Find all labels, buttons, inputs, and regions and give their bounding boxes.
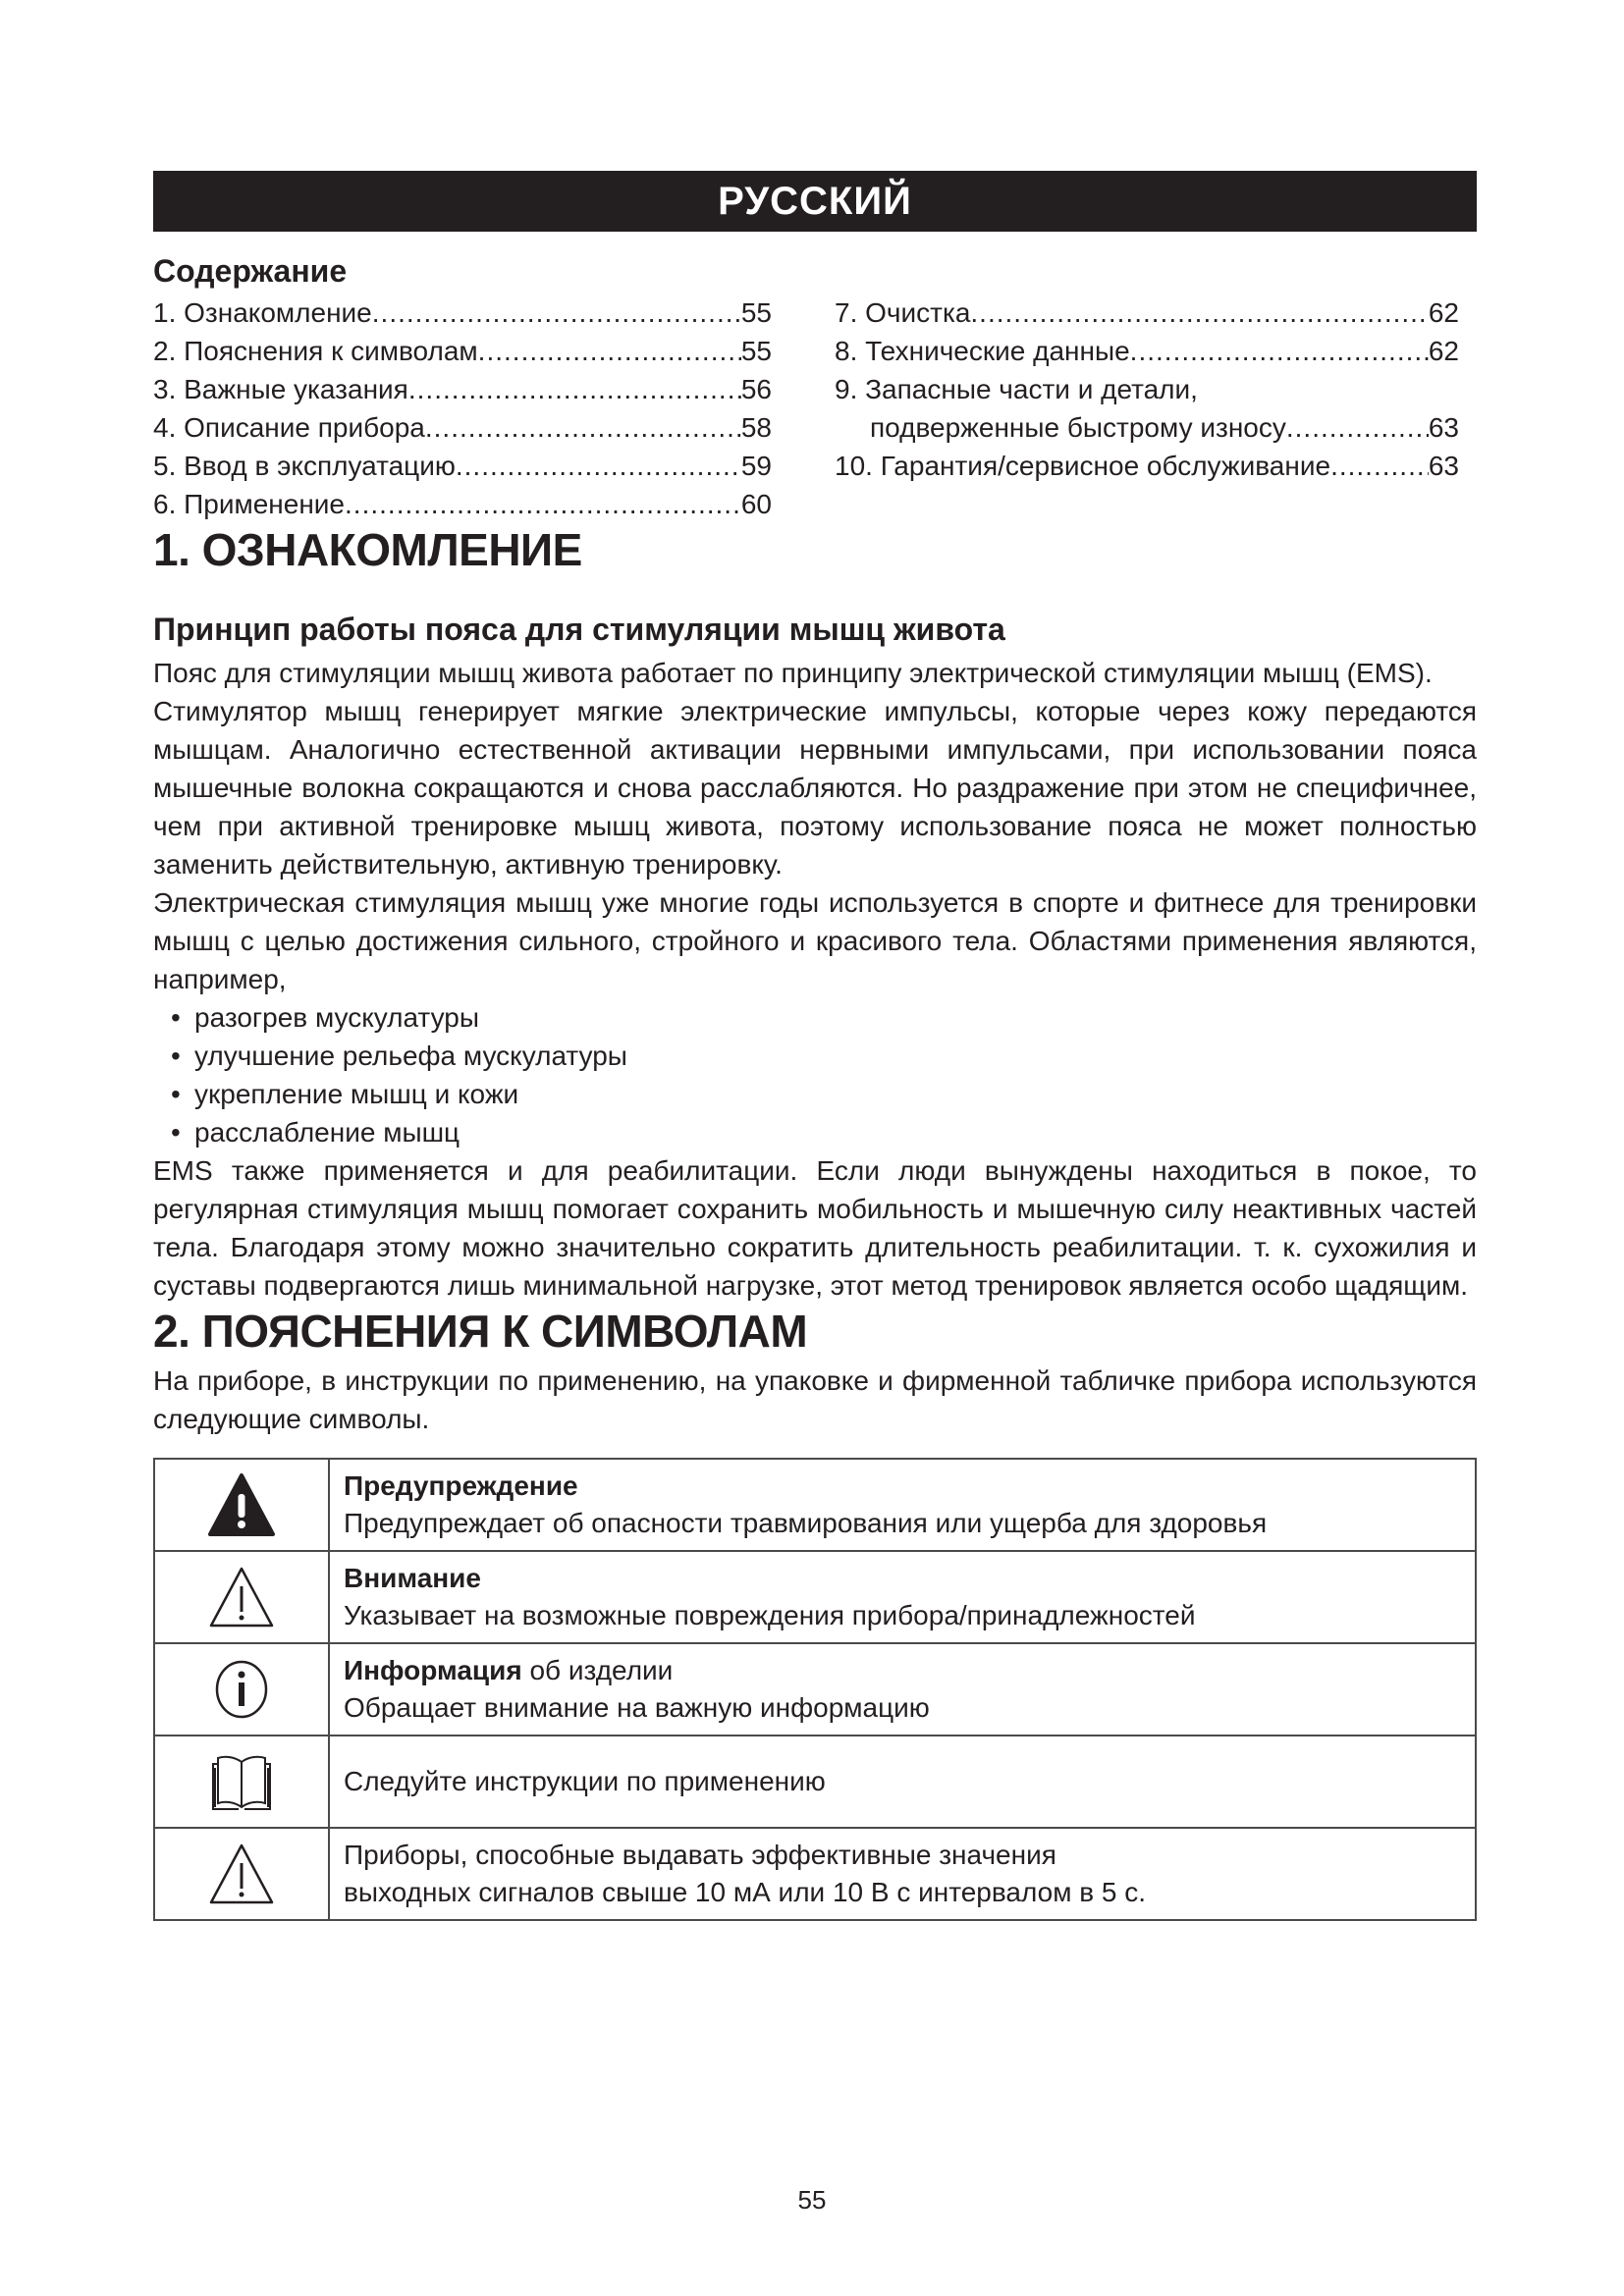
page-number: 55 — [797, 2185, 827, 2215]
application-list — [153, 998, 1477, 1151]
table-row — [154, 1735, 1476, 1828]
toc-item: 5. Ввод в эксплуатацию ..... 59 — [153, 447, 772, 485]
toc-item: 3. Важные указания ..... 56 — [153, 370, 772, 408]
symbol-description: Предупреждает об опасности травмирования или ущерба для здоровья — [344, 1508, 1268, 1538]
toc-item: 2. Пояснения к символам ..... 55 — [153, 332, 772, 370]
symbol-title-suffix: об изделии — [521, 1655, 674, 1685]
toc-item: 10. Гарантия/сервисное обслуживание ..... 63 — [835, 447, 1459, 485]
symbol-description: Следуйте инструкции по применению — [344, 1766, 826, 1796]
symbol-title: Внимание — [344, 1563, 481, 1593]
toc-item: 8. Технические данные ..... 62 — [835, 332, 1459, 370]
symbol-description: Приборы, способные выдавать эффективные значения — [344, 1840, 1056, 1870]
symbols-table — [153, 1458, 1477, 1921]
section-2-heading: 2. ПОЯСНЕНИЯ К СИМВОЛАМ — [153, 1306, 808, 1357]
list-item: • укрепление мышц и кожи — [171, 1075, 1477, 1113]
paragraph: EMS также применяется и для реабилитации. Если люди вынуждены находиться в покое, то регулярная стимуляция мышц помогает сохранить мобильность и мышечную силу неактивных частей тела. Благодаря этому можно значительно сократить длительность реабилитации. т. к. сухожилия и суставы подвергаются лишь минимальной нагрузке, этот метод тренировок является особо щадящим. — [153, 1155, 1477, 1301]
book-instructions-icon — [155, 1750, 328, 1813]
table-of-contents — [153, 294, 1477, 523]
section-2-intro: На приборе, в инструкции по применению, на упаковке и фирменной табличке прибора используются следующие символы. — [153, 1365, 1477, 1434]
section-1-subheading: Принцип работы пояса для стимуляции мышц живота — [153, 612, 1005, 647]
list-item: • улучшение рельефа мускулатуры — [171, 1037, 1477, 1075]
table-row — [154, 1459, 1476, 1551]
info-circle-icon — [155, 1660, 328, 1719]
list-item: • разогрев мускулатуры — [171, 998, 1477, 1037]
paragraph: Стимулятор мышц генерирует мягкие электрические импульсы, которые через кожу передаются мышцам. Аналогично естественной активации нервными импульсами, при использовании пояса мышечные волокна сокращаются и снова расслабляются. Но раздражение при этом не специфичнее, чем при активной тренировке мышц живота, поэтому использование пояса не может полностью заменить действительную, активную тренировку. — [153, 696, 1477, 880]
caution-outline-triangle-icon — [155, 1565, 328, 1629]
paragraph: Пояс для стимуляции мышц живота работает по принципу электрической стимуляции мышц (EMS). — [153, 658, 1433, 688]
symbol-description-line-2: выходных сигналов свыше 10 мА или 10 В с интервалом в 5 с. — [344, 1877, 1147, 1907]
table-row — [154, 1643, 1476, 1735]
toc-item: 9. Запасные части и детали, — [835, 374, 1198, 404]
symbol-title: Предупреждение — [344, 1470, 578, 1501]
caution-outline-triangle-icon — [155, 1842, 328, 1906]
symbol-title: Информация — [344, 1655, 522, 1685]
toc-item: 7. Очистка ..... 62 — [835, 294, 1459, 332]
language-banner — [153, 171, 1477, 232]
symbol-description: Указывает на возможные повреждения прибора/принадлежностей — [344, 1600, 1196, 1630]
toc-item: подверженные быстрому износу ..... 63 — [835, 408, 1459, 447]
manual-page — [153, 171, 1477, 1921]
language-title: РУССКИЙ — [718, 179, 912, 223]
table-row — [154, 1828, 1476, 1920]
section-1-body — [153, 654, 1477, 998]
toc-right-column — [835, 294, 1459, 523]
toc-item: 6. Применение ..... 60 — [153, 485, 772, 523]
table-row — [154, 1551, 1476, 1643]
list-item: • расслабление мышц — [171, 1113, 1477, 1151]
toc-item: 4. Описание прибора ..... 58 — [153, 408, 772, 447]
symbol-description: Обращает внимание на важную информацию — [344, 1692, 930, 1723]
toc-left-column — [153, 294, 772, 523]
toc-title: Содержание — [153, 253, 348, 289]
paragraph: Электрическая стимуляция мышц уже многие годы используется в спорте и фитнесе для тренировки мышц с целью достижения сильного, стройного и красивого тела. Областями применения являются, например, — [153, 887, 1477, 994]
warning-filled-triangle-icon — [155, 1472, 328, 1537]
section-1-closing — [153, 1151, 1477, 1305]
section-1-heading: 1. ОЗНАКОМЛЕНИЕ — [153, 524, 582, 575]
toc-item: 1. Ознакомление ..... 55 — [153, 294, 772, 332]
